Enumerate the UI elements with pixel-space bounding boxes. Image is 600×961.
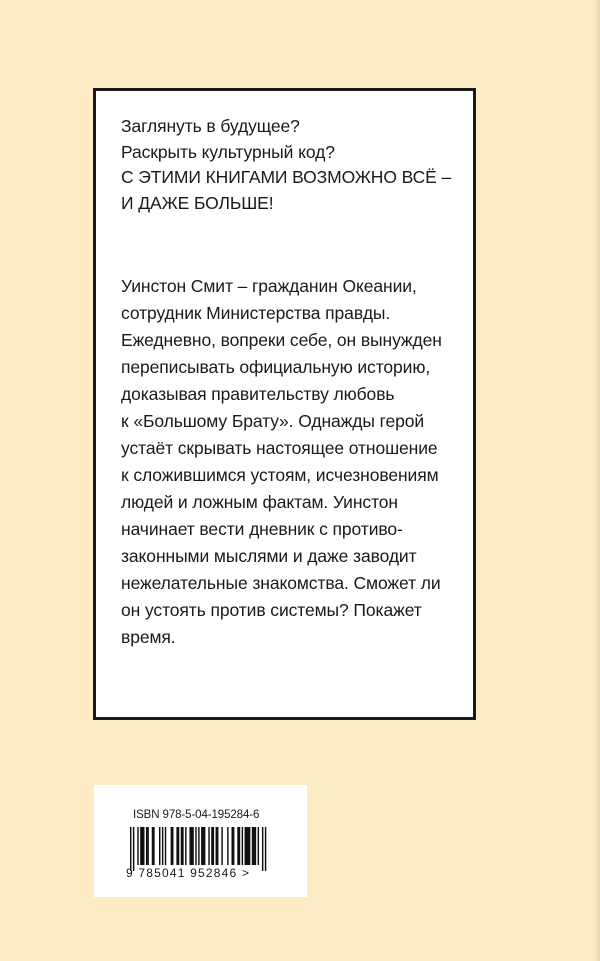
tagline-line: Раскрыть культурный код? xyxy=(121,141,335,162)
barcode-bar xyxy=(258,827,259,865)
barcode-bar xyxy=(171,827,174,865)
description-line: нежелательные знакомства. Сможет ли xyxy=(121,573,441,593)
barcode-bar xyxy=(262,827,263,871)
barcode-bar xyxy=(195,827,196,865)
barcode-bar xyxy=(198,827,199,865)
description-line: он устоять против системы? Покажет xyxy=(121,600,422,620)
tagline-line: С ЭТИМИ КНИГАМИ ВОЗМОЖНО ВСЁ – xyxy=(121,167,452,187)
barcode-bar xyxy=(227,827,228,865)
barcode-bar xyxy=(242,827,243,865)
barcode-bar xyxy=(140,827,144,865)
barcode-bar xyxy=(265,827,266,871)
barcode-digits: 9 785041 952846 > xyxy=(126,866,251,880)
barcode-bar xyxy=(137,827,138,865)
barcode-bar xyxy=(208,827,209,865)
barcode-bar xyxy=(221,827,222,865)
description-line: начинает вести дневник с противо- xyxy=(121,519,403,539)
barcode-bar xyxy=(130,827,131,871)
barcode-bar xyxy=(181,827,184,865)
description-line: переписывать официальную историю, xyxy=(121,357,431,377)
barcode-bar xyxy=(152,827,155,865)
spine-shadow xyxy=(594,0,600,961)
description-line: к «Большому Брату». Однажды герой xyxy=(121,411,425,431)
barcode-bar xyxy=(165,827,166,865)
barcode-bar xyxy=(185,827,186,865)
description-line: Уинстон Смит – гражданин Океании, xyxy=(121,276,417,296)
barcode-bar xyxy=(146,827,149,865)
description-line: время. xyxy=(121,627,176,647)
description-line: людей и ложным фактам. Уинстон xyxy=(121,492,398,512)
book-description xyxy=(121,273,473,651)
barcode-panel xyxy=(94,785,307,897)
tagline xyxy=(121,114,473,216)
barcode-icon xyxy=(130,827,272,871)
description-line: устаёт скрывать настоящее отношение xyxy=(121,438,438,458)
barcode-bar xyxy=(216,827,219,865)
barcode-bar xyxy=(201,827,205,865)
isbn-label: ISBN 978-5-04-195284-6 xyxy=(133,809,260,821)
barcode-bar xyxy=(133,827,134,871)
description-line: сотрудник Министерства правды. xyxy=(121,303,391,323)
barcode-bar xyxy=(189,827,193,865)
blurb-box xyxy=(93,88,476,720)
barcode-bar xyxy=(245,827,251,865)
barcode-bar xyxy=(232,827,235,865)
tagline-line: И ДАЖЕ БОЛЬШЕ! xyxy=(121,192,274,213)
description-line: законными мыслями и даже заводит xyxy=(121,546,417,566)
barcode-bar xyxy=(237,827,240,865)
description-line: Ежедневно, вопреки себе, он вынужден xyxy=(121,330,442,350)
barcode-bar xyxy=(162,827,163,865)
barcode-bar xyxy=(159,827,160,865)
barcode-bar xyxy=(176,827,179,865)
barcode-bar xyxy=(211,827,214,865)
barcode-bar xyxy=(252,827,256,865)
description-line: к сложившимся устоям, исчезновениям xyxy=(121,465,439,485)
description-line: доказывая правительству любовь xyxy=(121,384,395,404)
tagline-line: Заглянуть в будущее? xyxy=(121,116,300,136)
